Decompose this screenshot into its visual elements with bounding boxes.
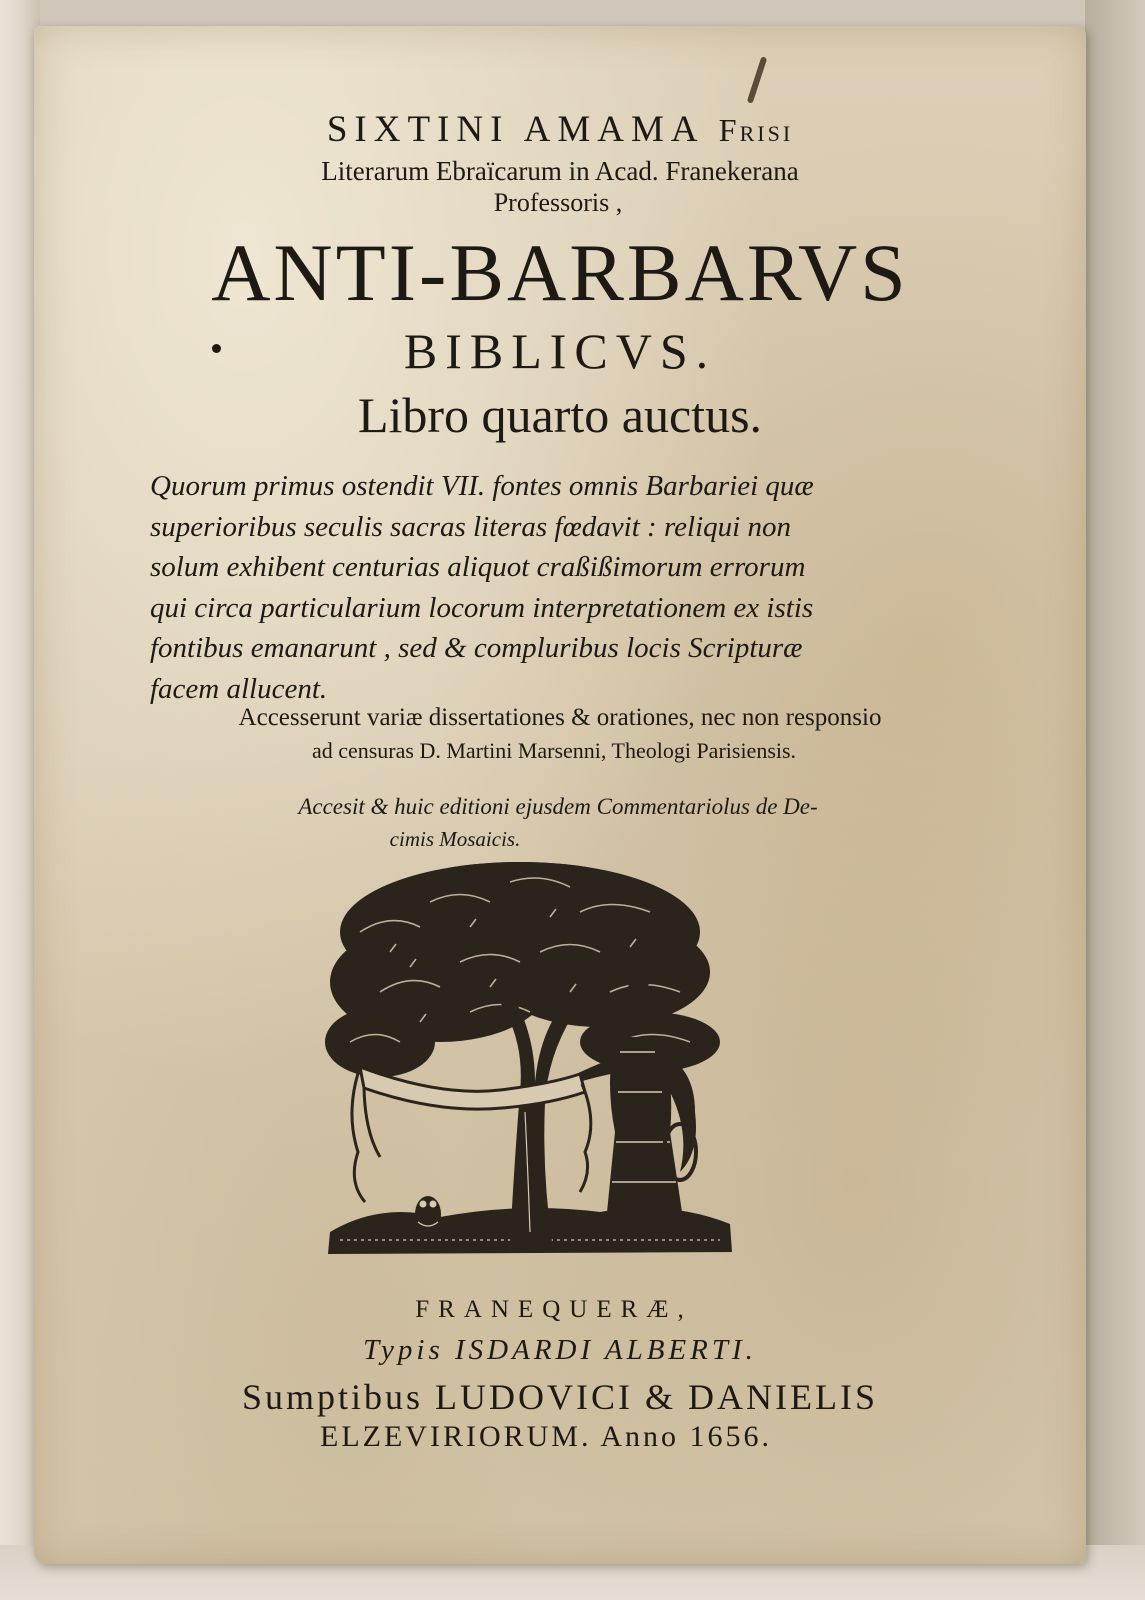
main-title-line-2: BIBLICVS. bbox=[403, 323, 717, 379]
abstract-paragraph bbox=[150, 466, 950, 709]
ink-stain bbox=[747, 56, 768, 104]
accessit-line-2: cimis Mosaicis. bbox=[389, 827, 521, 851]
accessit-line-1: Accesit & huic editioni ejusdem Commentariolus de De- bbox=[298, 794, 818, 819]
accesserunt-line-1: Accesserunt variæ dissertationes & orationes, nec non responsio bbox=[238, 704, 882, 731]
author-name: SIXTINI AMAMA bbox=[326, 109, 703, 150]
author-suffix: Frisi bbox=[718, 112, 794, 148]
title-page bbox=[34, 26, 1086, 1564]
professorship-line-2: Professoris , bbox=[493, 188, 623, 217]
accesserunt-line-2: ad censuras D. Martini Marsenni, Theologi Parisiensis. bbox=[311, 738, 797, 763]
table-background bbox=[1085, 0, 1145, 1600]
imprint-printer: Typis ISDARDI ALBERTI. bbox=[363, 1334, 757, 1366]
abstract-line: fontibus emanarunt , sed & compluribus locis Scripturæ bbox=[150, 632, 803, 664]
author-line bbox=[34, 108, 1086, 151]
subtitle: Libro quarto auctus. bbox=[357, 387, 763, 443]
main-title-line-1: ANTI-BARBARVS bbox=[211, 227, 909, 318]
tree-trunk-icon bbox=[500, 1000, 578, 1242]
abstract-line: facem allucent. bbox=[150, 672, 328, 705]
abstract-line: solum exhibent centurias aliquot craßißimorum errorum bbox=[150, 551, 806, 583]
abstract-line: qui circa particularium locorum interpretationem ex istis bbox=[150, 591, 814, 624]
olive-tree-minerva-owl-emblem bbox=[320, 852, 740, 1272]
imprint-publisher-line-1: Sumptibus LUDOVICI & DANIELIS bbox=[242, 1377, 878, 1417]
owl-icon bbox=[415, 1196, 441, 1232]
abstract-line: Quorum primus ostendit VII. fontes omnis Barbariei quæ bbox=[150, 470, 814, 502]
abstract-line: superioribus seculis sacras literas fœdavit : reliqui non bbox=[150, 510, 791, 543]
professorship-line-1: Literarum Ebraïcarum in Acad. Franekerana bbox=[321, 156, 799, 186]
imprint-publisher-line-2: ELZEVIRIORUM. Anno 1656. bbox=[320, 1420, 772, 1453]
imprint-place: FRANEQUERÆ, bbox=[415, 1296, 693, 1323]
